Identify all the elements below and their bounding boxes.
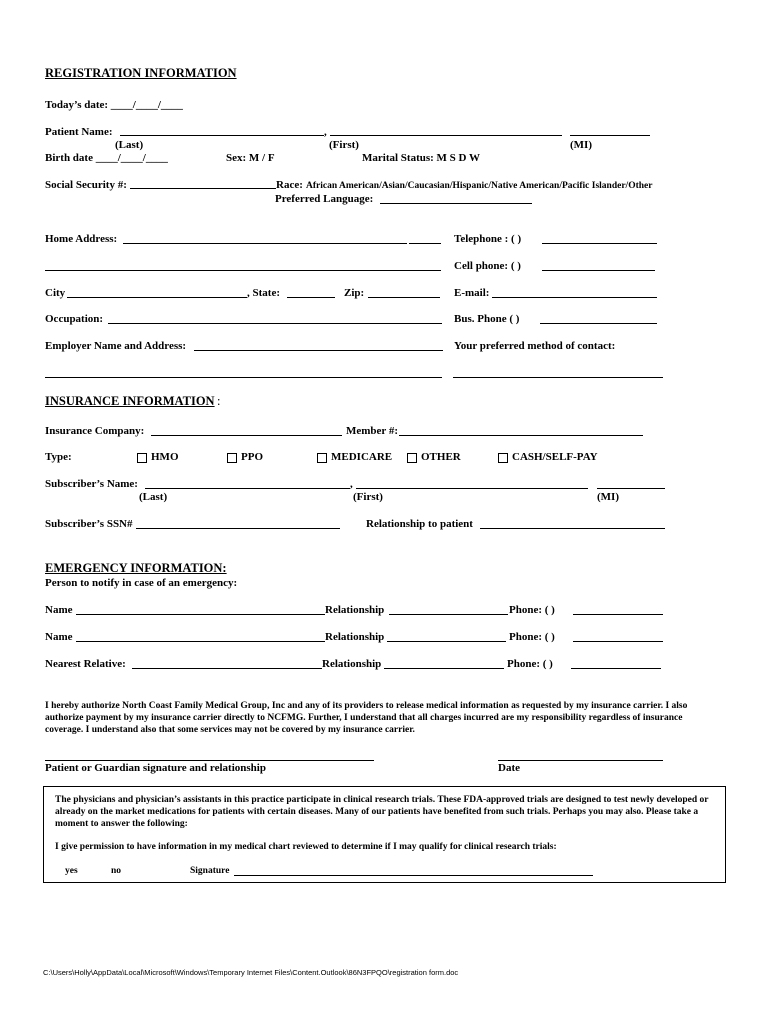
marital-status-label: Marital Status: M S D W bbox=[362, 152, 481, 164]
telephone-field[interactable] bbox=[542, 243, 657, 244]
patient-first-caption: (First) bbox=[329, 139, 359, 151]
bus-phone-field[interactable] bbox=[540, 323, 657, 324]
subscriber-first-caption: (First) bbox=[353, 491, 383, 503]
occupation-field[interactable] bbox=[108, 323, 442, 324]
patient-last-name-field[interactable] bbox=[120, 135, 324, 136]
nearest-relative-field[interactable] bbox=[132, 668, 322, 669]
emergency-relationship-field-1[interactable] bbox=[389, 614, 508, 615]
hmo-label: HMO bbox=[151, 451, 179, 463]
emergency-subheading: Person to notify in case of an emergency: bbox=[45, 577, 238, 589]
state-label: , State: bbox=[247, 287, 280, 299]
city-label: City bbox=[45, 287, 66, 299]
occupation-label: Occupation: bbox=[45, 313, 104, 325]
telephone-label: Telephone : ( ) bbox=[454, 233, 522, 245]
cash-self-pay-checkbox[interactable] bbox=[498, 453, 508, 463]
zip-field[interactable] bbox=[368, 297, 440, 298]
ppo-label: PPO bbox=[241, 451, 263, 463]
employer-field[interactable] bbox=[194, 350, 443, 351]
cell-phone-label: Cell phone: ( ) bbox=[454, 260, 521, 272]
sex-label: Sex: M / F bbox=[226, 152, 275, 164]
home-address-field-2[interactable] bbox=[409, 243, 441, 244]
emergency-phone-label-1: Phone: ( ) bbox=[509, 604, 555, 616]
subscriber-mi-caption: (MI) bbox=[597, 491, 619, 503]
patient-first-name-field[interactable] bbox=[330, 135, 562, 136]
insurance-heading-colon: : bbox=[217, 394, 221, 408]
emergency-phone-field-2[interactable] bbox=[573, 641, 663, 642]
research-text: The physicians and physician’s assistants in this practice participate in clinical research trials. These FDA-approved trials are designed to test newly developed or already on the market medications for patients with certain diseases. Many of our patients have benefited from such trials. Perhaps you may also. Please take a moment to answer the following: bbox=[55, 795, 709, 829]
member-number-label: Member #: bbox=[346, 425, 399, 437]
medicare-label: MEDICARE bbox=[331, 451, 393, 463]
relationship-to-patient-label: Relationship to patient bbox=[366, 518, 473, 530]
cash-self-pay-label: CASH/SELF-PAY bbox=[512, 451, 598, 463]
research-permission-text: I give permission to have information in my medical chart reviewed to determine if I may qualify for clinical research trials: bbox=[55, 842, 557, 852]
research-signature-label: Signature bbox=[190, 866, 230, 876]
birth-date-label: Birth date ____/____/____ bbox=[45, 152, 168, 164]
emergency-name-label-1: Name bbox=[45, 604, 73, 616]
subscriber-mi-field[interactable] bbox=[597, 488, 665, 489]
nearest-relative-relationship-label: Relationship bbox=[322, 658, 382, 670]
subscriber-ssn-field[interactable] bbox=[136, 528, 340, 529]
ssn-label: Social Security #: bbox=[45, 179, 127, 191]
patient-name-label: Patient Name: bbox=[45, 126, 113, 138]
insurance-company-field[interactable] bbox=[151, 435, 342, 436]
insurance-company-label: Insurance Company: bbox=[45, 425, 145, 437]
emergency-name-field-1[interactable] bbox=[76, 614, 325, 615]
registration-heading: REGISTRATION INFORMATION bbox=[45, 66, 237, 80]
email-label: E-mail: bbox=[454, 287, 490, 299]
preferred-language-label: Preferred Language: bbox=[275, 193, 374, 205]
race-options: African American/Asian/Caucasian/Hispanic/Native American/Pacific Islander/Other bbox=[306, 181, 653, 191]
preferred-contact-field[interactable] bbox=[453, 377, 663, 378]
preferred-language-field[interactable] bbox=[380, 203, 532, 204]
emergency-relationship-field-2[interactable] bbox=[387, 641, 506, 642]
todays-date-label: Today’s date: ____/____/____ bbox=[45, 99, 183, 111]
medicare-checkbox[interactable] bbox=[317, 453, 327, 463]
emergency-phone-label-2: Phone: ( ) bbox=[509, 631, 555, 643]
patient-name-comma: , bbox=[324, 126, 327, 138]
insurance-type-label: Type: bbox=[45, 451, 72, 463]
cell-phone-field[interactable] bbox=[542, 270, 655, 271]
research-signature-field[interactable] bbox=[234, 875, 593, 876]
emergency-phone-field-1[interactable] bbox=[573, 614, 663, 615]
employer-field-line-2[interactable] bbox=[45, 377, 442, 378]
home-address-label: Home Address: bbox=[45, 233, 118, 245]
research-no-option[interactable]: no bbox=[111, 866, 122, 876]
emergency-name-field-2[interactable] bbox=[76, 641, 325, 642]
subscriber-name-label: Subscriber’s Name: bbox=[45, 478, 138, 490]
nearest-relative-phone-field[interactable] bbox=[571, 668, 661, 669]
emergency-relationship-label-2: Relationship bbox=[325, 631, 385, 643]
subscriber-name-comma: , bbox=[350, 478, 353, 490]
patient-signature-field[interactable] bbox=[45, 760, 374, 761]
authorization-text: I hereby authorize North Coast Family Medical Group, Inc and any of its providers to release medical information as requested by my insurance carrier. I also authorize payment by my insurance carrier directly to NCFMG. Further, I understand that all charges incurred are my responsibility regardless of insurance coverage. I understand also that some services may not be covered by my insurance carrier. bbox=[45, 701, 688, 735]
home-address-field[interactable] bbox=[123, 243, 407, 244]
research-yes-option[interactable]: yes bbox=[65, 866, 78, 876]
emergency-heading: EMERGENCY INFORMATION: bbox=[45, 561, 227, 575]
other-checkbox[interactable] bbox=[407, 453, 417, 463]
nearest-relative-relationship-field[interactable] bbox=[384, 668, 504, 669]
nearest-relative-phone-label: Phone: ( ) bbox=[507, 658, 553, 670]
bus-phone-label: Bus. Phone ( ) bbox=[454, 313, 520, 325]
file-path-footer: C:\Users\Holly\AppData\Local\Microsoft\Windows\Temporary Internet Files\Content.Outlook\86N3FPQO\registration form.doc bbox=[43, 968, 459, 977]
state-field[interactable] bbox=[287, 297, 335, 298]
ssn-field[interactable] bbox=[130, 188, 276, 189]
member-number-field[interactable] bbox=[399, 435, 643, 436]
subscriber-first-name-field[interactable] bbox=[356, 488, 588, 489]
email-field[interactable] bbox=[492, 297, 657, 298]
zip-label: Zip: bbox=[344, 287, 365, 299]
relationship-to-patient-field[interactable] bbox=[480, 528, 665, 529]
preferred-contact-label: Your preferred method of contact: bbox=[454, 340, 616, 352]
other-label: OTHER bbox=[421, 451, 461, 463]
employer-label: Employer Name and Address: bbox=[45, 340, 187, 352]
patient-mi-caption: (MI) bbox=[570, 139, 592, 151]
city-field[interactable] bbox=[67, 297, 247, 298]
hmo-checkbox[interactable] bbox=[137, 453, 147, 463]
patient-last-caption: (Last) bbox=[115, 139, 144, 151]
nearest-relative-label: Nearest Relative: bbox=[45, 658, 126, 670]
home-address-line-2[interactable] bbox=[45, 270, 441, 271]
subscriber-last-caption: (Last) bbox=[139, 491, 168, 503]
subscriber-last-name-field[interactable] bbox=[145, 488, 350, 489]
ppo-checkbox[interactable] bbox=[227, 453, 237, 463]
signature-date-field[interactable] bbox=[498, 760, 663, 761]
signature-date-label: Date bbox=[498, 762, 520, 774]
race-label: Race: bbox=[276, 179, 303, 191]
emergency-relationship-label-1: Relationship bbox=[325, 604, 385, 616]
subscriber-ssn-label: Subscriber’s SSN# bbox=[45, 518, 133, 530]
insurance-heading: INSURANCE INFORMATION bbox=[45, 394, 215, 408]
emergency-name-label-2: Name bbox=[45, 631, 73, 643]
patient-mi-field[interactable] bbox=[570, 135, 650, 136]
patient-signature-label: Patient or Guardian signature and relationship bbox=[45, 762, 266, 774]
